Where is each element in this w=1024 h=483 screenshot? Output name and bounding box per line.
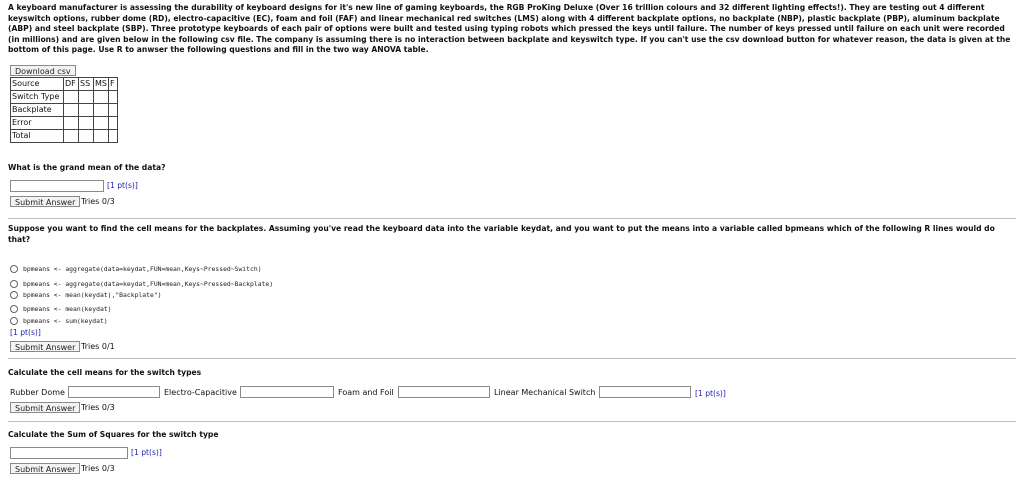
submit-answer-button[interactable]: Submit Answer [10, 463, 80, 474]
anova-input-f[interactable] [109, 104, 118, 117]
option-row[interactable] [10, 316, 108, 326]
label-linear-mechanical: Linear Mechanical Switch [494, 388, 596, 397]
anova-empty-cell [94, 130, 109, 143]
anova-input-df[interactable] [64, 130, 79, 143]
radio-button[interactable] [10, 317, 18, 325]
foam-and-foil-input[interactable] [398, 386, 490, 398]
anova-empty-cell [109, 130, 118, 143]
anova-input-f[interactable] [109, 91, 118, 104]
points-label: [1 pt(s)] [695, 389, 726, 398]
anova-row-total [11, 130, 118, 143]
tries-counter: Tries 0/3 [81, 197, 115, 206]
anova-input-ss[interactable] [79, 117, 94, 130]
anova-input-ss[interactable] [79, 91, 94, 104]
anova-row-switch-type [11, 91, 118, 104]
radio-button[interactable] [10, 265, 18, 273]
question-grand-mean: What is the grand mean of the data? [8, 163, 166, 172]
anova-input-ss[interactable] [79, 130, 94, 143]
submit-answer-button[interactable]: Submit Answer [10, 341, 80, 352]
option-row[interactable] [10, 290, 162, 300]
anova-row-label: Error [11, 117, 64, 130]
divider [8, 421, 1016, 422]
linear-mechanical-input[interactable] [599, 386, 691, 398]
rubber-dome-input[interactable] [68, 386, 160, 398]
divider [8, 358, 1016, 359]
label-rubber-dome: Rubber Dome [10, 388, 65, 397]
anova-header-row [11, 78, 118, 91]
label-electro-capacitive: Electro-Capacitive [164, 388, 237, 397]
grand-mean-input[interactable] [10, 180, 104, 192]
question-backplate-means: Suppose you want to find the cell means for the backplates. Assuming you've read the keyboard data into the variable keydat, and you want to put the means into a variable called bpmeans which of the following R lines would do that? [8, 224, 995, 244]
option-row[interactable] [10, 304, 112, 314]
radio-button[interactable] [10, 305, 18, 313]
label-foam-and-foil: Foam and Foil [338, 388, 394, 397]
anova-header-source: Source [11, 78, 64, 91]
tries-counter: Tries 0/3 [81, 403, 115, 412]
sum-of-squares-input[interactable] [10, 447, 128, 459]
problem-description: A keyboard manufacturer is assessing the durability of keyboard designs for it's new line of gaming keyboards, the RGB ProKing Deluxe (Over 16 trillion colours and 32 different lighting effects!). They are testing out 4 different keyswitch options, rubber dome (RD), electro-capacitive (EC), foam and foil (FAF) and linear mechanical red switches (LMS) along with 4 different backplate options, no backplate (NBP), plastic backplate (PBP), aluminum backplate (ABP) and steel backplate (SBP). Three prototype keyboards of each pair of options were built and tested using typing robots which pressed the keys until failure. The number of keys pressed until failure on each unit were recorded (in millions) and are given below in the following csv file. The company is assuming there is no interaction between backplate and keyswitch type. If you can't use the csv download button for whatever reason, the data is given at the bottom of this page. Use R to anwser the following questions and fill in the two way ANOVA table. [8, 3, 1011, 54]
anova-input-ms[interactable] [94, 117, 109, 130]
points-label: [1 pt(s)] [10, 328, 41, 337]
option-label: bpmeans <- mean(keydat),"Backplate") [23, 291, 162, 299]
submit-answer-button[interactable]: Submit Answer [10, 402, 80, 413]
anova-input-df[interactable] [64, 91, 79, 104]
tries-counter: Tries 0/3 [81, 464, 115, 473]
question-switch-sum-of-squares: Calculate the Sum of Squares for the switch type [8, 430, 219, 439]
question-switch-cell-means: Calculate the cell means for the switch types [8, 368, 202, 377]
anova-input-df[interactable] [64, 117, 79, 130]
option-label: bpmeans <- sum(keydat) [23, 317, 108, 325]
anova-input-ss[interactable] [79, 104, 94, 117]
submit-answer-button[interactable]: Submit Answer [10, 196, 80, 207]
anova-empty-cell [109, 117, 118, 130]
anova-header-f: F [109, 78, 118, 91]
anova-table [10, 77, 118, 143]
download-csv-button[interactable]: Download csv [10, 65, 76, 76]
electro-capacitive-input[interactable] [240, 386, 334, 398]
points-label: [1 pt(s)] [107, 181, 138, 190]
anova-header-df: DF [64, 78, 79, 91]
anova-row-backplate [11, 104, 118, 117]
option-label: bpmeans <- aggregate(data=keydat,FUN=mean,Keys~Pressed~Backplate) [23, 280, 274, 288]
anova-row-label: Total [11, 130, 64, 143]
anova-row-error [11, 117, 118, 130]
option-label: bpmeans <- mean(keydat) [23, 305, 112, 313]
option-row[interactable] [10, 279, 273, 289]
option-row[interactable] [10, 264, 262, 274]
anova-input-ms[interactable] [94, 104, 109, 117]
anova-header-ms: MS [94, 78, 109, 91]
points-label: [1 pt(s)] [131, 448, 162, 457]
radio-button[interactable] [10, 280, 18, 288]
radio-button[interactable] [10, 291, 18, 299]
divider [8, 218, 1016, 219]
anova-row-label: Switch Type [11, 91, 64, 104]
tries-counter: Tries 0/1 [81, 342, 115, 351]
anova-input-df[interactable] [64, 104, 79, 117]
anova-header-ss: SS [79, 78, 94, 91]
anova-row-label: Backplate [11, 104, 64, 117]
anova-input-ms[interactable] [94, 91, 109, 104]
option-label: bpmeans <- aggregate(data=keydat,FUN=mean,Keys~Pressed~Switch) [23, 265, 262, 273]
